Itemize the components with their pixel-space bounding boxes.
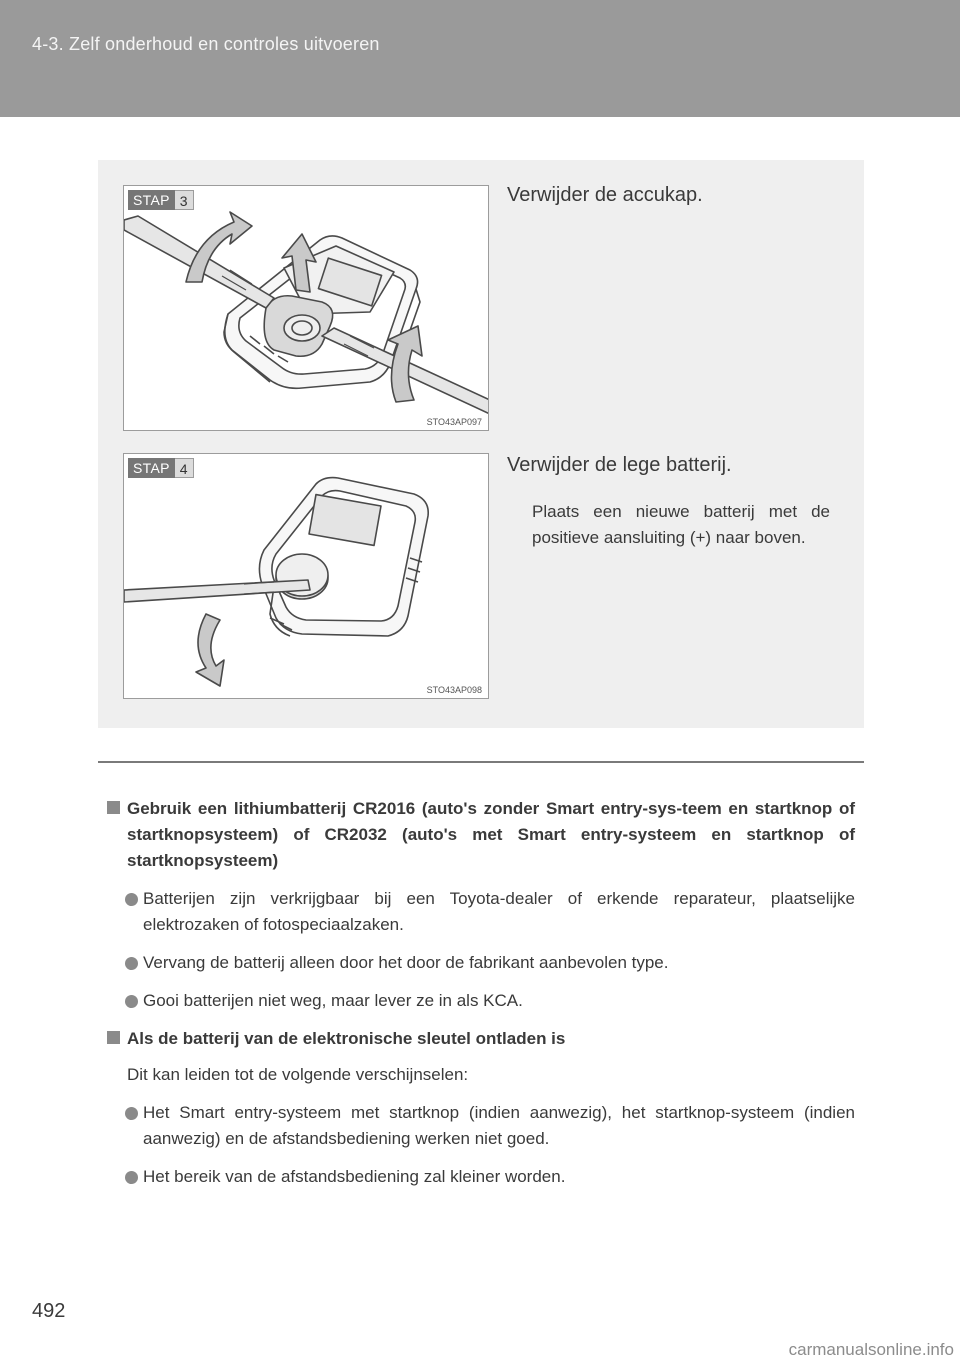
steps-panel bbox=[98, 160, 864, 728]
list-item bbox=[107, 950, 855, 976]
step-badge-number: 3 bbox=[175, 190, 194, 210]
round-bullet-icon bbox=[125, 1171, 138, 1184]
step-4-subtext: Plaats een nieuwe batterij met de positieve aansluiting (+) naar boven. bbox=[532, 502, 830, 547]
list-item-text: Het bereik van de afstandsbediening zal kleiner worden. bbox=[143, 1167, 566, 1186]
step-3-illustration bbox=[123, 185, 489, 431]
round-bullet-icon bbox=[125, 957, 138, 970]
remove-battery-cover-drawing bbox=[124, 186, 489, 431]
list-item bbox=[107, 1100, 855, 1152]
remove-battery-drawing bbox=[124, 454, 489, 699]
step-badge-label: STAP bbox=[128, 458, 175, 478]
page-header bbox=[0, 0, 960, 117]
step-4-instruction: Verwijder de lege batterij. bbox=[507, 454, 732, 476]
square-bullet-icon bbox=[107, 801, 120, 814]
list-item-text: Vervang de batterij alleen door het door de fabrikant aanbevolen type. bbox=[143, 953, 669, 972]
step-3-badge bbox=[128, 190, 194, 210]
list-item bbox=[107, 988, 855, 1014]
section-divider bbox=[98, 761, 864, 763]
notes-section bbox=[107, 796, 855, 1190]
battery-type-heading bbox=[107, 796, 855, 874]
step-badge-label: STAP bbox=[128, 190, 175, 210]
round-bullet-icon bbox=[125, 1107, 138, 1120]
step-badge-number: 4 bbox=[175, 458, 194, 478]
discharged-intro: Dit kan leiden tot de volgende verschijnselen: bbox=[127, 1065, 469, 1084]
heading-text: Gebruik een lithiumbatterij CR2016 (auto's zonder Smart entry-sys-teem en startknop of startknopsysteem) of CR2032 (auto's met Smart entry-systeem en startknop of startknopsysteem) bbox=[127, 799, 855, 870]
list-item bbox=[107, 1164, 855, 1190]
step-4-badge bbox=[128, 458, 194, 478]
page-number: 492 bbox=[32, 1300, 66, 1322]
step-4-illustration bbox=[123, 453, 489, 699]
list-item bbox=[107, 886, 855, 938]
round-bullet-icon bbox=[125, 995, 138, 1008]
figure-code: STO43AP098 bbox=[426, 685, 482, 695]
discharged-heading bbox=[107, 1026, 855, 1052]
round-bullet-icon bbox=[125, 893, 138, 906]
watermark: carmanualsonline.info bbox=[788, 1340, 954, 1359]
list-item-text: Gooi batterijen niet weg, maar lever ze in als KCA. bbox=[143, 991, 523, 1010]
list-item-text: Batterijen zijn verkrijgbaar bij een Toyota-dealer of erkende reparateur, plaatselijke elektrozaken of fotospeciaalzaken. bbox=[143, 889, 855, 934]
section-title: 4-3. Zelf onderhoud en controles uitvoeren bbox=[32, 34, 380, 54]
step-3-instruction: Verwijder de accukap. bbox=[507, 184, 703, 206]
square-bullet-icon bbox=[107, 1031, 120, 1044]
figure-code: STO43AP097 bbox=[426, 417, 482, 427]
heading-text: Als de batterij van de elektronische sleutel ontladen is bbox=[127, 1029, 566, 1048]
list-item-text: Het Smart entry-systeem met startknop (indien aanwezig), het startknop-systeem (indien aanwezig) en de afstandsbediening werken niet goed. bbox=[143, 1103, 855, 1148]
